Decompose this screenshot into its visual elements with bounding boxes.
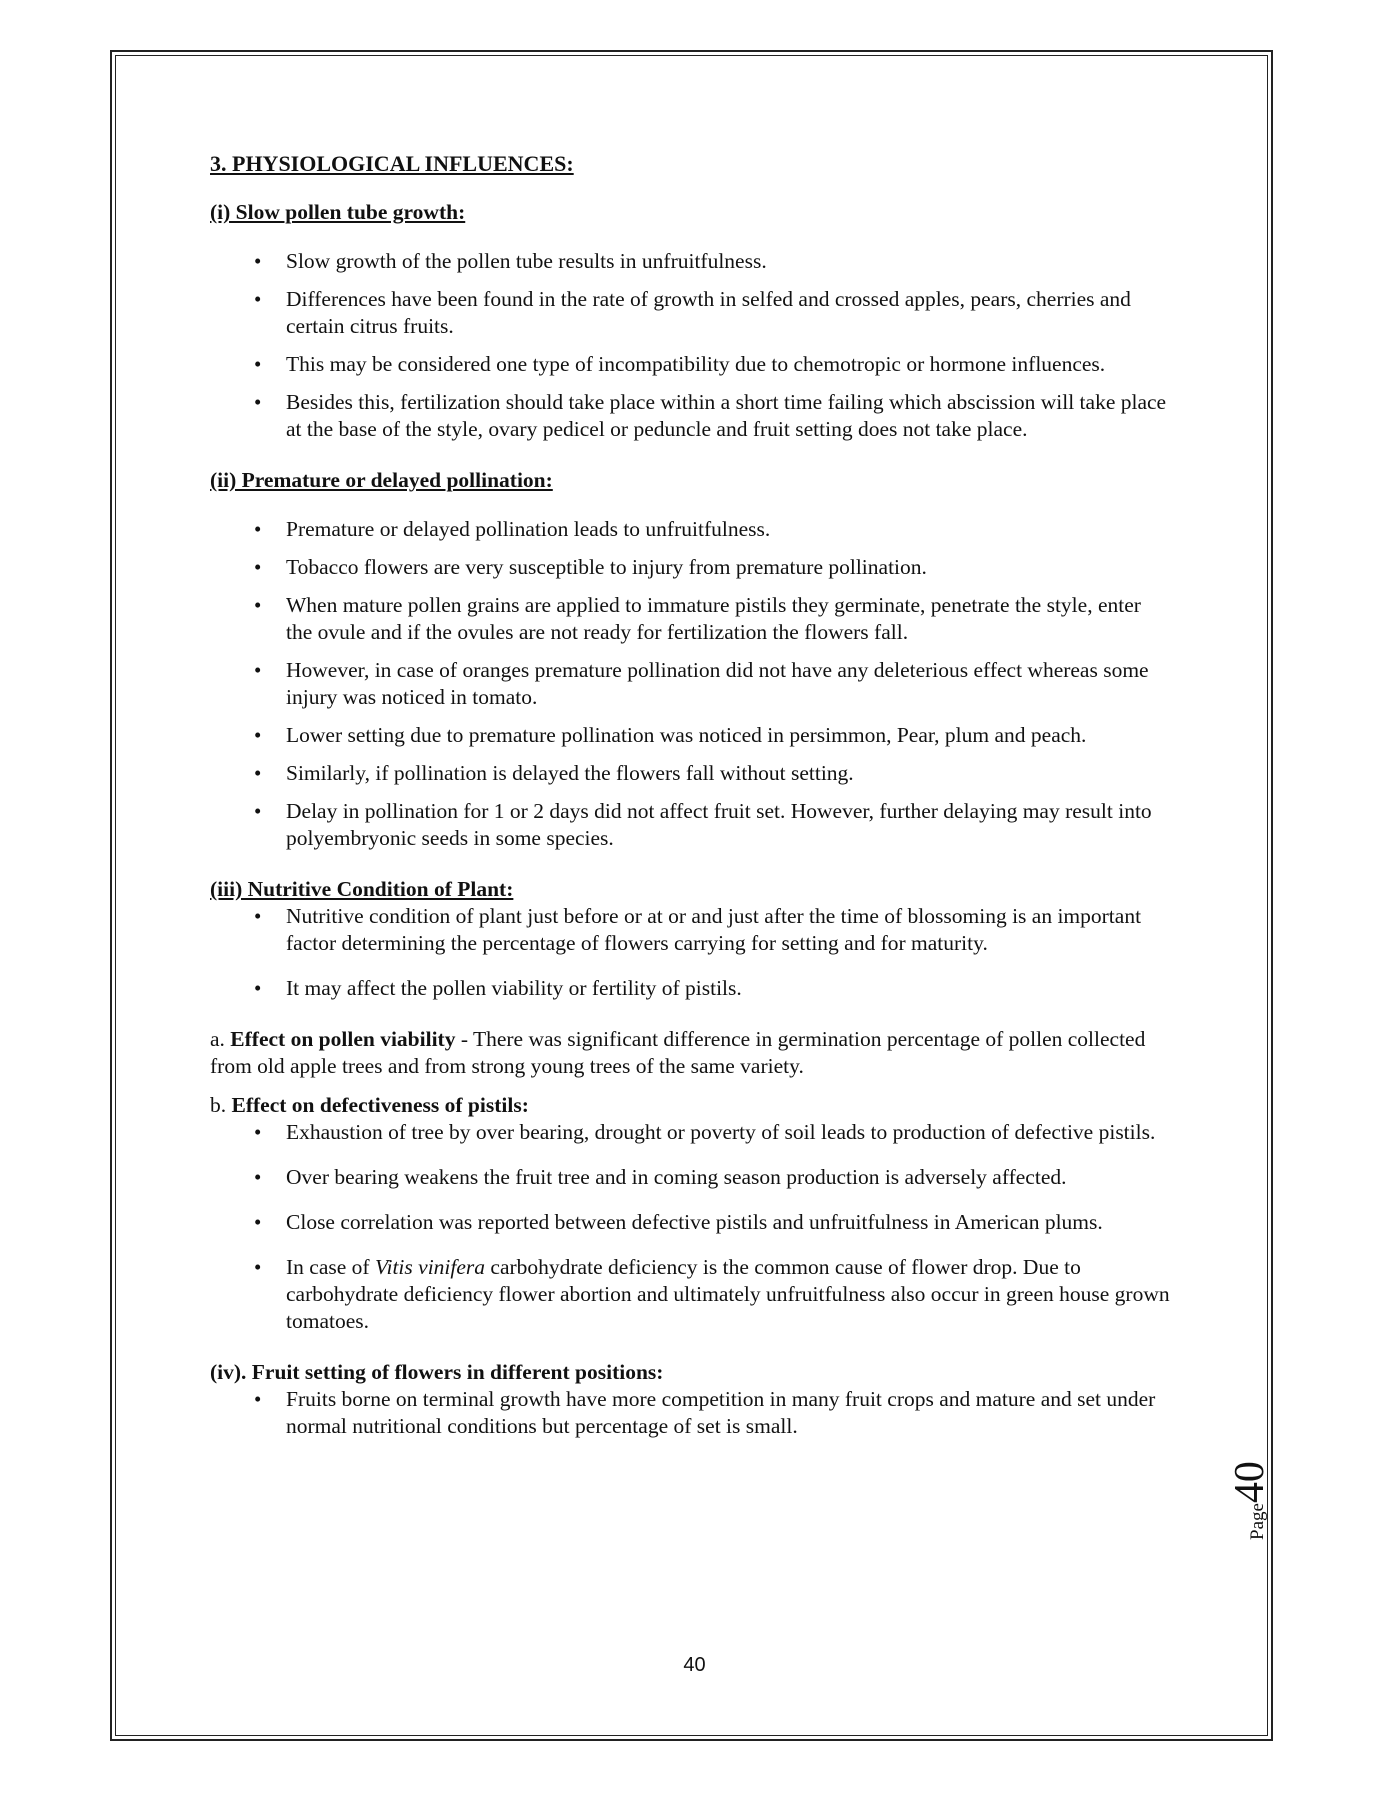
side-page-number: 40 [1227,1461,1273,1504]
list-item: • This may be considered one type of incompatibility due to chemotropic or hormone influences. [210,351,1170,378]
list-item: • Slow growth of the pollen tube results in unfruitfulness. [210,248,1170,275]
paragraph-bold-term: Effect on defectiveness of pistils: [231,1093,529,1117]
list-item [210,1254,1170,1335]
list-item: • Lower setting due to premature pollination was noticed in persimmon, Pear, plum and peach. [210,722,1170,749]
list-item-text: In case of [286,1255,375,1279]
paragraph-text: - There was significant difference in germination percentage of pollen collected from old apple trees and from strong young trees of the same variety. [210,1027,1146,1078]
list-item: • Premature or delayed pollination leads to unfruitfulness. [210,516,1170,543]
bullet-list-nutritive-condition [210,903,1170,1002]
bullet-list-defective-pistils [210,1119,1170,1335]
species-name: Vitis vinifera [374,1255,486,1279]
bullet-list-slow-pollen [210,248,1170,443]
list-item: • Close correlation was reported between defective pistils and unfruitfulness in American plums. [210,1209,1170,1236]
list-item: • It may affect the pollen viability or fertility of pistils. [210,975,1170,1002]
list-item: • However, in case of oranges premature pollination did not have any deleterious effect whereas some injury was noticed in tomato. [210,657,1170,711]
list-item: • Delay in pollination for 1 or 2 days did not affect fruit set. However, further delaying may result into polyembryonic seeds in some species. [210,798,1170,852]
document-body [210,150,1170,1464]
list-item: • Fruits borne on terminal growth have more competition in many fruit crops and mature and set under normal nutritional conditions but percentage of set is small. [210,1386,1170,1440]
list-item: • Nutritive condition of plant just before or at or and just after the time of blossoming is an important factor determining the percentage of flowers carrying for setting and for maturity. [210,903,1170,957]
subsection-title-nutritive-condition: (iii) Nutritive Condition of Plant: [210,877,514,901]
paragraph-prefix: a. [210,1027,231,1051]
side-page-marker [1226,1461,1274,1540]
paragraph-defective-pistils [210,1092,1170,1119]
paragraph-prefix: b. [210,1093,232,1117]
list-item: • Besides this, fertilization should take place within a short time failing which abscission will take place at the base of the style, ovary pedicel or peduncle and fruit setting does not take place. [210,389,1170,443]
bullet-list-fruit-setting [210,1386,1170,1440]
subsection-title-slow-pollen: (i) Slow pollen tube growth: [210,200,466,224]
bullet-list-premature-pollination [210,516,1170,852]
list-item: • Exhaustion of tree by over bearing, drought or poverty of soil leads to production of defective pistils. [210,1119,1170,1146]
subsection-title-premature-pollination: (ii) Premature or delayed pollination: [210,468,553,492]
list-item: • Tobacco flowers are very susceptible to injury from premature pollination. [210,554,1170,581]
section-heading: 3. PHYSIOLOGICAL INFLUENCES: [210,151,574,176]
paragraph-bold-term: Effect on pollen viability [230,1027,456,1051]
list-item: • Over bearing weakens the fruit tree and in coming season production is adversely affected. [210,1164,1170,1191]
list-item: • Similarly, if pollination is delayed the flowers fall without setting. [210,760,1170,787]
list-item: • When mature pollen grains are applied to immature pistils they germinate, penetrate the style, enter the ovule and if the ovules are not ready for fertilization the flowers fall. [210,592,1170,646]
list-item-text: carbohydrate deficiency is the common cause of flower drop. Due to carbohydrate deficiency flower abortion and ultimately unfruitfulness also occur in green house grown tomatoes. [286,1255,1170,1333]
subsection-title-fruit-setting: (iv). Fruit setting of flowers in different positions: [210,1360,664,1384]
page-number: 40 [683,1654,706,1676]
side-page-label: Page [1247,1503,1268,1540]
list-item: • Differences have been found in the rate of growth in selfed and crossed apples, pears, cherries and certain citrus fruits. [210,286,1170,340]
paragraph-pollen-viability [210,1026,1170,1080]
